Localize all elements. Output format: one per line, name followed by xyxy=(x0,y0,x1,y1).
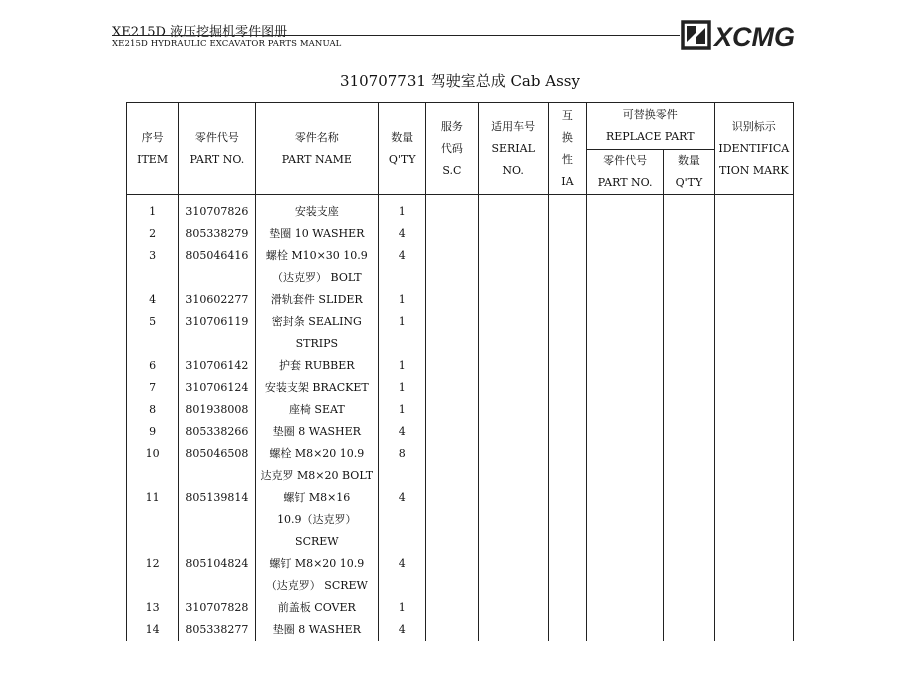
table-row xyxy=(127,201,794,223)
table-row xyxy=(127,355,794,377)
replace-qty-cell xyxy=(664,377,714,399)
quantity: 4 xyxy=(379,245,426,289)
serial-no-cell xyxy=(478,355,548,377)
replace-qty-cell xyxy=(664,289,714,311)
interchangeability-cell xyxy=(548,487,586,553)
header-interchangeability-line: IA xyxy=(561,174,574,188)
header-part-no-line: PART NO. xyxy=(189,152,245,166)
item-number: 1 xyxy=(127,201,179,223)
header-serial-no-line: 适用车号 xyxy=(491,119,536,133)
replace-part-no-cell xyxy=(586,223,663,245)
part-number: 310602277 xyxy=(179,289,255,311)
item-number: 9 xyxy=(127,421,179,443)
part-name xyxy=(255,553,379,597)
header-part-no xyxy=(179,103,255,195)
table-row xyxy=(127,289,794,311)
replace-part-no-cell xyxy=(586,487,663,553)
replace-part-no-cell xyxy=(586,399,663,421)
header-interchangeability-line: 互 xyxy=(561,108,573,122)
interchangeability-cell xyxy=(548,355,586,377)
replace-part-no-cell xyxy=(586,553,663,597)
header-part-name-line: PART NAME xyxy=(281,152,352,166)
service-code-cell xyxy=(426,201,478,223)
part-name xyxy=(255,245,379,289)
part-name xyxy=(255,223,379,245)
identification-mark-cell xyxy=(714,597,793,619)
svg-text:XCMG: XCMG xyxy=(714,22,795,50)
part-number: 805046416 xyxy=(179,245,255,289)
part-name xyxy=(255,377,379,399)
part-name xyxy=(255,355,379,377)
serial-no-cell xyxy=(478,311,548,355)
header-replace-part-line: 可替换零件 xyxy=(622,108,678,121)
part-number: 310707826 xyxy=(179,201,255,223)
replace-qty-cell xyxy=(664,399,714,421)
manual-title-zh: XE215D 液压挖掘机零件图册 xyxy=(112,25,288,40)
replace-qty-cell xyxy=(664,487,714,553)
manual-title-en: XE215D HYDRAULIC EXCAVATOR PARTS MANUAL xyxy=(112,39,342,49)
replace-qty-cell xyxy=(664,245,714,289)
header-rule xyxy=(112,35,680,36)
identification-mark-cell xyxy=(714,223,793,245)
part-name xyxy=(255,619,379,641)
identification-mark-cell xyxy=(714,399,793,421)
item-number: 4 xyxy=(127,289,179,311)
replace-part-no-cell xyxy=(586,289,663,311)
item-number: 6 xyxy=(127,355,179,377)
quantity: 1 xyxy=(379,201,426,223)
assembly-title: 310707731 驾驶室总成 Cab Assy xyxy=(340,72,580,90)
part-name-line: 达克罗 M8×20 BOLT xyxy=(260,469,374,482)
part-name xyxy=(255,311,379,355)
header-replace-qty-line: 数量 xyxy=(677,154,700,167)
header-replace-part-no-line: PART NO. xyxy=(597,176,653,189)
table-row xyxy=(127,377,794,399)
table-row xyxy=(127,245,794,289)
serial-no-cell xyxy=(478,223,548,245)
header-identification-mark-line: IDENTIFICA xyxy=(718,141,790,155)
replace-qty-cell xyxy=(664,355,714,377)
quantity: 4 xyxy=(379,619,426,641)
service-code-cell xyxy=(426,597,478,619)
part-name-line: 垫圈 8 WASHER xyxy=(272,425,361,438)
header-interchangeability-line: 换 xyxy=(561,130,573,144)
part-name xyxy=(255,597,379,619)
replace-part-no-cell xyxy=(586,619,663,641)
service-code-cell xyxy=(426,443,478,487)
service-code-cell xyxy=(426,487,478,553)
service-code-cell xyxy=(426,377,478,399)
part-name xyxy=(255,421,379,443)
serial-no-cell xyxy=(478,289,548,311)
interchangeability-cell xyxy=(548,289,586,311)
identification-mark-cell xyxy=(714,487,793,553)
quantity: 8 xyxy=(379,443,426,487)
serial-no-cell xyxy=(478,553,548,597)
table-row xyxy=(127,619,794,641)
part-name-line: 垫圈 10 WASHER xyxy=(269,227,365,240)
xcmg-logo xyxy=(681,20,809,54)
part-number: 310706119 xyxy=(179,311,255,355)
item-number: 12 xyxy=(127,553,179,597)
part-name-line: 护套 RUBBER xyxy=(279,359,355,372)
part-name xyxy=(255,399,379,421)
quantity: 4 xyxy=(379,223,426,245)
header-serial-no-line: NO. xyxy=(502,163,524,177)
serial-no-cell xyxy=(478,443,548,487)
header-service-code-line: 服务 xyxy=(440,119,463,133)
replace-qty-cell xyxy=(664,201,714,223)
part-name-line: 安装支座 xyxy=(294,205,339,218)
part-name-line: 垫圈 8 WASHER xyxy=(272,623,361,636)
part-number: 805104824 xyxy=(179,553,255,597)
interchangeability-cell xyxy=(548,597,586,619)
part-number: 805338279 xyxy=(179,223,255,245)
service-code-cell xyxy=(426,311,478,355)
quantity: 4 xyxy=(379,553,426,597)
interchangeability-cell xyxy=(548,201,586,223)
identification-mark-cell xyxy=(714,421,793,443)
quantity: 1 xyxy=(379,399,426,421)
part-name-line: 前盖板 COVER xyxy=(277,601,356,614)
header-interchangeability xyxy=(548,103,586,195)
part-number: 805338266 xyxy=(179,421,255,443)
service-code-cell xyxy=(426,289,478,311)
identification-mark-cell xyxy=(714,355,793,377)
part-number: 310706124 xyxy=(179,377,255,399)
header-part-no-line: 零件代号 xyxy=(194,130,239,144)
header-item-line: 序号 xyxy=(141,130,164,144)
identification-mark-cell xyxy=(714,553,793,597)
table-row xyxy=(127,311,794,355)
part-name-line: 安装支架 BRACKET xyxy=(264,381,369,394)
part-name-line: （达克罗） SCREW xyxy=(265,579,368,592)
serial-no-cell xyxy=(478,619,548,641)
header-identification-mark xyxy=(714,103,793,195)
header-service-code xyxy=(426,103,478,195)
table-row xyxy=(127,223,794,245)
item-number: 14 xyxy=(127,619,179,641)
interchangeability-cell xyxy=(548,553,586,597)
header-serial-no-line: SERIAL xyxy=(491,141,535,155)
quantity: 1 xyxy=(379,377,426,399)
header-serial-no xyxy=(478,103,548,195)
header-qty xyxy=(379,103,426,195)
header-interchangeability-line: 性 xyxy=(561,152,573,166)
item-number: 13 xyxy=(127,597,179,619)
header-qty-line: 数量 xyxy=(391,130,414,144)
part-name-line: 10.9（达克罗） xyxy=(277,513,357,526)
header-replace-qty xyxy=(664,150,714,195)
service-code-cell xyxy=(426,399,478,421)
serial-no-cell xyxy=(478,487,548,553)
header-replace-qty-line: Q'TY xyxy=(675,176,703,189)
header-identification-mark-line: TION MARK xyxy=(719,163,789,177)
replace-qty-cell xyxy=(664,443,714,487)
interchangeability-cell xyxy=(548,311,586,355)
serial-no-cell xyxy=(478,399,548,421)
service-code-cell xyxy=(426,553,478,597)
serial-no-cell xyxy=(478,597,548,619)
replace-qty-cell xyxy=(664,597,714,619)
interchangeability-cell xyxy=(548,223,586,245)
identification-mark-cell xyxy=(714,201,793,223)
header-replace-part xyxy=(586,103,714,150)
replace-part-no-cell xyxy=(586,311,663,355)
part-name xyxy=(255,487,379,553)
header-item-line: ITEM xyxy=(137,152,169,166)
part-name xyxy=(255,289,379,311)
interchangeability-cell xyxy=(548,245,586,289)
replace-qty-cell xyxy=(664,619,714,641)
replace-qty-cell xyxy=(664,223,714,245)
quantity: 4 xyxy=(379,487,426,553)
service-code-cell xyxy=(426,421,478,443)
item-number: 3 xyxy=(127,245,179,289)
part-number: 801938008 xyxy=(179,399,255,421)
part-number: 310707828 xyxy=(179,597,255,619)
replace-part-no-cell xyxy=(586,245,663,289)
replace-qty-cell xyxy=(664,421,714,443)
part-name-line: 螺钉 M8×20 10.9 xyxy=(269,557,365,570)
part-name-line: STRIPS xyxy=(295,337,339,350)
item-number: 10 xyxy=(127,443,179,487)
serial-no-cell xyxy=(478,245,548,289)
table-row xyxy=(127,399,794,421)
item-number: 8 xyxy=(127,399,179,421)
table-row xyxy=(127,421,794,443)
part-name xyxy=(255,443,379,487)
part-name-line: （达克罗） BOLT xyxy=(272,271,362,284)
header-replace-part-no xyxy=(586,150,663,195)
part-name-line: 滑轨套件 SLIDER xyxy=(270,293,363,306)
quantity: 1 xyxy=(379,311,426,355)
header-part-name-line: 零件名称 xyxy=(294,130,339,144)
replace-part-no-cell xyxy=(586,377,663,399)
identification-mark-cell xyxy=(714,245,793,289)
item-number: 2 xyxy=(127,223,179,245)
table-header xyxy=(127,103,794,195)
serial-no-cell xyxy=(478,377,548,399)
part-number: 805139814 xyxy=(179,487,255,553)
identification-mark-cell xyxy=(714,619,793,641)
item-number: 5 xyxy=(127,311,179,355)
part-name-line: 螺栓 M8×20 10.9 xyxy=(269,447,365,460)
header-identification-mark-line: 识别标示 xyxy=(731,119,776,133)
table-row xyxy=(127,597,794,619)
header-replace-part-line: REPLACE PART xyxy=(605,130,695,143)
replace-part-no-cell xyxy=(586,201,663,223)
serial-no-cell xyxy=(478,201,548,223)
part-name-line: 密封条 SEALING xyxy=(271,315,362,328)
service-code-cell xyxy=(426,245,478,289)
parts-table xyxy=(126,102,794,641)
part-name xyxy=(255,201,379,223)
identification-mark-cell xyxy=(714,311,793,355)
header-part-name xyxy=(255,103,379,195)
identification-mark-cell xyxy=(714,289,793,311)
service-code-cell xyxy=(426,355,478,377)
header-replace-part-no-line: 零件代号 xyxy=(603,154,648,167)
identification-mark-cell xyxy=(714,377,793,399)
part-name-line: 座椅 SEAT xyxy=(288,403,345,416)
replace-part-no-cell xyxy=(586,443,663,487)
part-name-line: SCREW xyxy=(295,535,339,548)
item-number: 11 xyxy=(127,487,179,553)
replace-part-no-cell xyxy=(586,421,663,443)
header-service-code-line: 代码 xyxy=(440,141,463,155)
interchangeability-cell xyxy=(548,421,586,443)
quantity: 4 xyxy=(379,421,426,443)
part-number: 805046508 xyxy=(179,443,255,487)
quantity: 1 xyxy=(379,597,426,619)
interchangeability-cell xyxy=(548,399,586,421)
replace-qty-cell xyxy=(664,311,714,355)
table-row xyxy=(127,487,794,553)
quantity: 1 xyxy=(379,289,426,311)
header-qty-line: Q'TY xyxy=(388,152,416,166)
service-code-cell xyxy=(426,223,478,245)
identification-mark-cell xyxy=(714,443,793,487)
table-body xyxy=(127,195,794,642)
interchangeability-cell xyxy=(548,619,586,641)
part-name-line: 螺钉 M8×16 xyxy=(283,491,351,504)
replace-part-no-cell xyxy=(586,597,663,619)
part-name-line: 螺栓 M10×30 10.9 xyxy=(265,249,368,262)
interchangeability-cell xyxy=(548,443,586,487)
part-number: 805338277 xyxy=(179,619,255,641)
header-item xyxy=(127,103,179,195)
serial-no-cell xyxy=(478,421,548,443)
item-number: 7 xyxy=(127,377,179,399)
part-number: 310706142 xyxy=(179,355,255,377)
replace-qty-cell xyxy=(664,553,714,597)
quantity: 1 xyxy=(379,355,426,377)
service-code-cell xyxy=(426,619,478,641)
header-service-code-line: S.C xyxy=(442,163,462,177)
replace-part-no-cell xyxy=(586,355,663,377)
table-row xyxy=(127,443,794,487)
interchangeability-cell xyxy=(548,377,586,399)
table-row xyxy=(127,553,794,597)
